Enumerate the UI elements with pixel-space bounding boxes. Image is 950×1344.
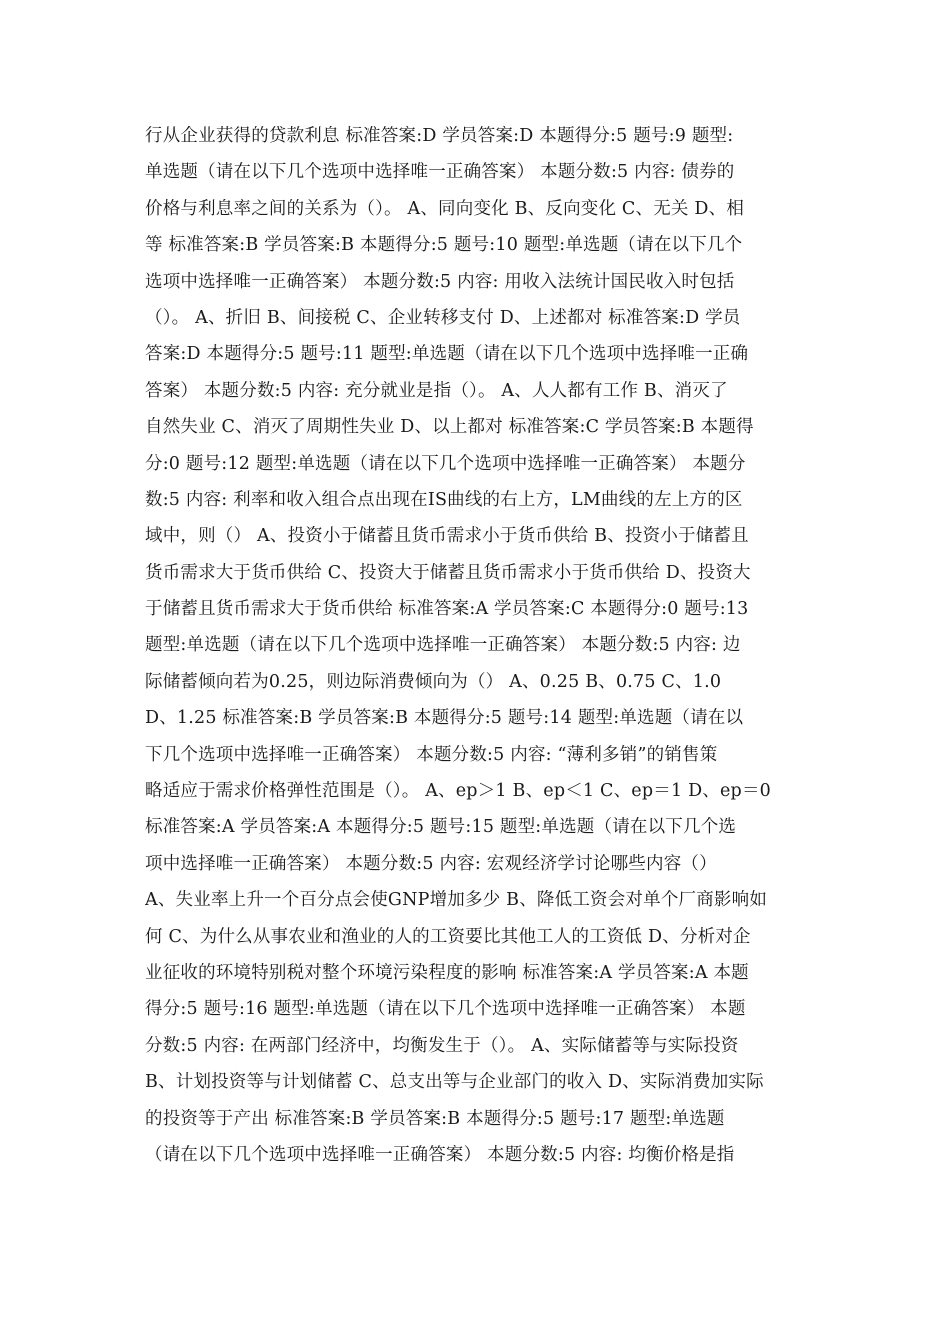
text-line: 行从企业获得的贷款利息 标准答案:D 学员答案:D 本题得分:5 题号:9 题型: (145, 126, 734, 146)
text-line: 分:0 题号:12 题型:单选题（请在以下几个选项中选择唯一正确答案） 本题分 (145, 453, 746, 474)
text-line: 题型:单选题（请在以下几个选项中选择唯一正确答案） 本题分数:5 内容: 边 (145, 635, 741, 656)
text-line: B、计划投资等与计划储蓄 C、总支出等与企业部门的收入 D、实际消费加实际 (145, 1072, 764, 1093)
text-line: 货币需求大于货币供给 C、投资大于储蓄且货币需求小于货币供给 D、投资大 (145, 562, 751, 583)
text-line: 域中，则（） A、投资小于储蓄且货币需求小于货币供给 B、投资小于储蓄且 (145, 526, 749, 547)
text-line: 答案） 本题分数:5 内容: 充分就业是指（）。 A、人人都有工作 B、消灭了 (145, 380, 728, 401)
text-line: 分数:5 内容: 在两部门经济中，均衡发生于（）。 A、实际储蓄等与实际投资 (145, 1035, 739, 1056)
text-line: 价格与利息率之间的关系为（）。 A、同向变化 B、反向变化 C、无关 D、相 (145, 198, 745, 219)
text-line: 数:5 内容: 利率和收入组合点出现在IS曲线的右上方，LM曲线的左上方的区 (145, 489, 743, 510)
text-line: 际储蓄倾向若为0.25，则边际消费倾向为（） A、0.25 B、0.75 C、1.0 (145, 671, 722, 692)
text-line: 答案:D 本题得分:5 题号:11 题型:单选题（请在以下几个选项中选择唯一正确 (145, 344, 749, 365)
text-line: 的投资等于产出 标准答案:B 学员答案:B 本题得分:5 题号:17 题型:单选题 (145, 1108, 725, 1129)
text-line: 标准答案:A 学员答案:A 本题得分:5 题号:15 题型:单选题（请在以下几个选 (145, 817, 737, 838)
text-line: 等 标准答案:B 学员答案:B 本题得分:5 题号:10 题型:单选题（请在以下几个 (145, 235, 743, 256)
text-line: （请在以下几个选项中选择唯一正确答案） 本题分数:5 内容: 均衡价格是指 (145, 1144, 735, 1165)
document-body (145, 118, 810, 1173)
text-line: 得分:5 题号:16 题型:单选题（请在以下几个选项中选择唯一正确答案） 本题 (145, 999, 746, 1020)
text-line: 略适应于需求价格弹性范围是（）。 A、ep＞1 B、ep＜1 C、ep＝1 D、ep＝0 (145, 781, 771, 802)
text-line: 单选题（请在以下几个选项中选择唯一正确答案） 本题分数:5 内容: 债券的 (145, 162, 735, 183)
text-line: A、失业率上升一个百分点会使GNP增加多少 B、降低工资会对单个厂商影响如 (145, 890, 768, 911)
text-line: 项中选择唯一正确答案） 本题分数:5 内容: 宏观经济学讨论哪些内容（） (145, 853, 717, 874)
text-line: 何 C、为什么从事农业和渔业的人的工资要比其他工人的工资低 D、分析对企 (145, 926, 751, 947)
text-line: （）。 A、折旧 B、间接税 C、企业转移支付 D、上述都对 标准答案:D 学员 (145, 307, 741, 328)
text-line: 业征收的环境特别税对整个环境污染程度的影响 标准答案:A 学员答案:A 本题 (145, 962, 749, 983)
text-line: 选项中选择唯一正确答案） 本题分数:5 内容: 用收入法统计国民收入时包括 (145, 271, 735, 292)
text-line: 于储蓄且货币需求大于货币供给 标准答案:A 学员答案:C 本题得分:0 题号:13 (145, 599, 749, 620)
text-line: 自然失业 C、消灭了周期性失业 D、以上都对 标准答案:C 学员答案:B 本题得 (145, 417, 754, 438)
text-line: 下几个选项中选择唯一正确答案） 本题分数:5 内容: “薄利多销”的销售策 (145, 744, 718, 765)
text-line: D、1.25 标准答案:B 学员答案:B 本题得分:5 题号:14 题型:单选题（请在以 (145, 708, 744, 729)
